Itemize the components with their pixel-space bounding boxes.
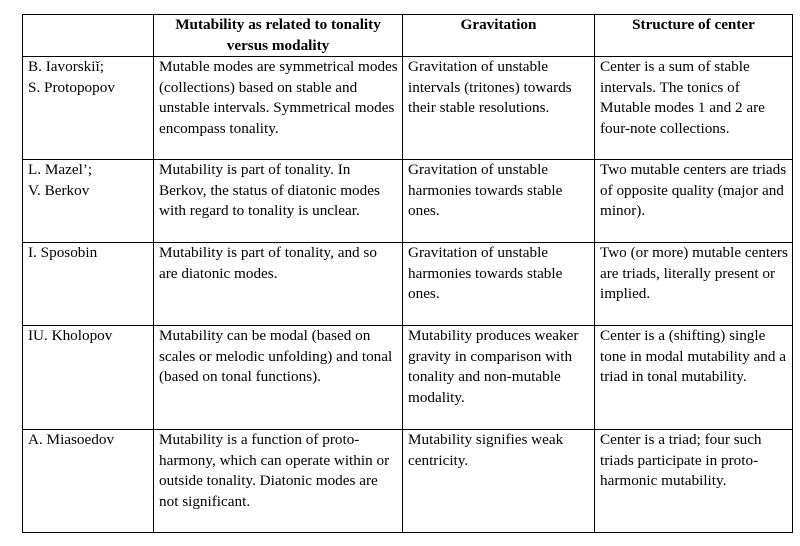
- center-cell: Two (or more) mutable centers are triads, literally present or implied.: [595, 243, 793, 326]
- theorist-cell: [23, 326, 154, 430]
- table-row: [23, 243, 793, 326]
- table-row: [23, 57, 793, 160]
- table-row: [23, 326, 793, 430]
- theorist-name: V. Berkov: [28, 181, 90, 199]
- center-cell: Center is a sum of stable intervals. The tonics of Mutable modes 1 and 2 are four-note collections.: [595, 57, 793, 160]
- theorist-name: S. Protopopov: [28, 78, 115, 96]
- gravitation-cell: Gravitation of unstable intervals (tritones) towards their stable resolutions.: [403, 57, 595, 160]
- mutability-cell: Mutability is part of tonality, and so are diatonic modes.: [154, 243, 403, 326]
- theorist-name: L. Mazel’;: [28, 161, 93, 179]
- theorist-name: B. Iavorskiĭ;: [28, 58, 104, 76]
- table-header-row: [23, 15, 793, 57]
- table-row: [23, 430, 793, 533]
- comparison-table: [22, 14, 793, 533]
- gravitation-cell: Mutability produces weaker gravity in comparison with tonality and non-mutable modality.: [403, 326, 595, 430]
- table-row: [23, 160, 793, 243]
- header-mutability: Mutability as related to tonality versus modality: [154, 15, 403, 57]
- mutability-cell: Mutable modes are symmetrical modes (collections) based on stable and unstable intervals. Symmetrical modes encompass tonality.: [154, 57, 403, 160]
- theorist-name: IU. Kholopov: [28, 327, 113, 345]
- mutability-cell: Mutability is a function of proto-harmony, which can operate within or outside tonality. Diatonic modes are not significant.: [154, 430, 403, 533]
- theorist-cell: [23, 243, 154, 326]
- theorist-cell: [23, 160, 154, 243]
- comparison-table-wrapper: [22, 14, 792, 533]
- theorist-cell: [23, 430, 154, 533]
- center-cell: Two mutable centers are triads of opposite quality (major and minor).: [595, 160, 793, 243]
- center-cell: Center is a (shifting) single tone in modal mutability and a triad in tonal mutability.: [595, 326, 793, 430]
- center-cell: Center is a triad; four such triads participate in proto-harmonic mutability.: [595, 430, 793, 533]
- theorist-cell: [23, 57, 154, 160]
- mutability-cell: Mutability can be modal (based on scales or melodic unfolding) and tonal (based on tonal functions).: [154, 326, 403, 430]
- theorist-name: I. Sposobin: [28, 244, 98, 262]
- gravitation-cell: Mutability signifies weak centricity.: [403, 430, 595, 533]
- header-gravitation: Gravitation: [403, 15, 595, 57]
- header-theorist: [23, 15, 154, 57]
- mutability-cell: Mutability is part of tonality. In Berkov, the status of diatonic modes with regard to tonality is unclear.: [154, 160, 403, 243]
- gravitation-cell: Gravitation of unstable harmonies towards stable ones.: [403, 160, 595, 243]
- gravitation-cell: Gravitation of unstable harmonies towards stable ones.: [403, 243, 595, 326]
- theorist-name: A. Miasoedov: [28, 431, 115, 449]
- header-structure-of-center: Structure of center: [595, 15, 793, 57]
